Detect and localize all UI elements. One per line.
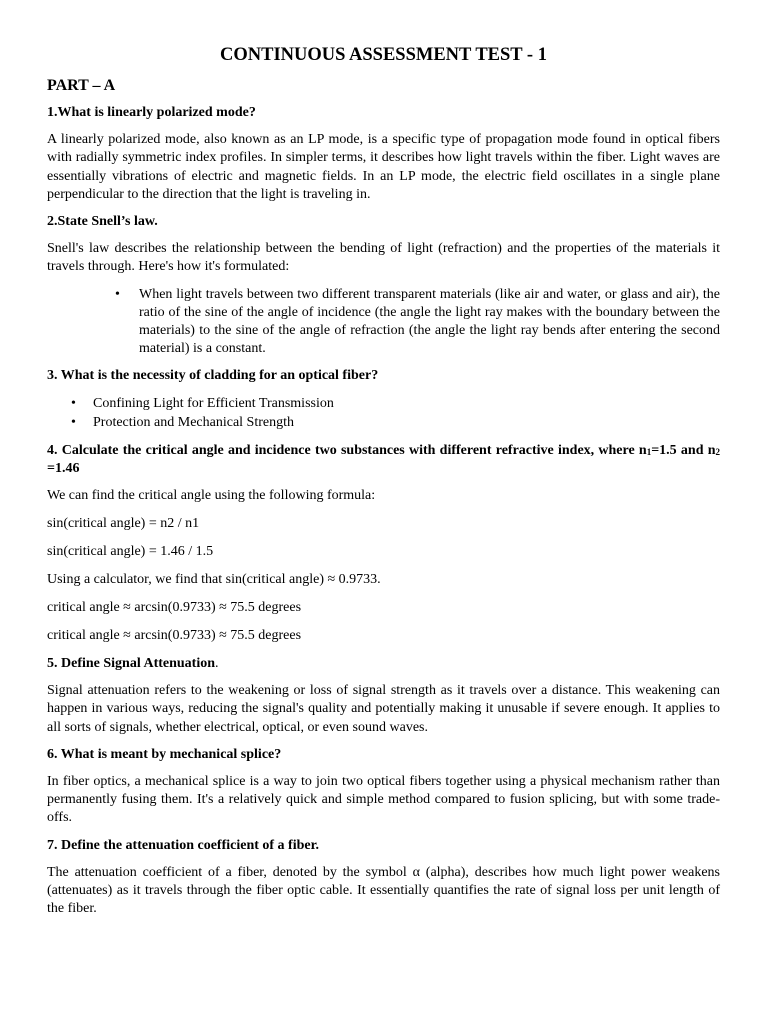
- question-1: 1.What is linearly polarized mode?: [47, 105, 256, 120]
- subscript-1: 1: [646, 446, 652, 457]
- question-4-text-c: =1.46: [47, 460, 80, 476]
- answer-3-bullet-list: [47, 395, 720, 433]
- list-item: • Confining Light for Efficient Transmission: [47, 395, 720, 413]
- question-5-period: .: [215, 655, 219, 671]
- formula-line: critical angle ≈ arcsin(0.9733) ≈ 75.5 degrees: [47, 599, 302, 615]
- list-item: • Protection and Mechanical Strength: [47, 414, 720, 432]
- formula-line: sin(critical angle) = 1.46 / 1.5: [47, 543, 214, 559]
- formula-line: critical angle ≈ arcsin(0.9733) ≈ 75.5 degrees: [47, 627, 302, 643]
- answer-7: The attenuation coefficient of a fiber, denoted by the symbol α (alpha), describes how much light power weakens (attenuates) as it travels through the fiber optic cable. It essentially quantifies the rate of signal loss per unit length of the fiber.: [47, 864, 720, 917]
- answer-2-bullet-list: [47, 286, 720, 359]
- answer-2: Snell's law describes the relationship between the bending of light (refraction) and the properties of the materials it travels through. Here's how it's formulated:: [47, 241, 720, 275]
- formula-line: sin(critical angle) = n2 / n1: [47, 515, 200, 531]
- answer-1: A linearly polarized mode, also known as an LP mode, is a specific type of propagation mode found in optical fibers with radially symmetric index profiles. In simpler terms, it describes how light travels within the fiber. Light waves are essentially vibrations of electric and magnetic fields. In an LP mode, the electric field oscillates in a single plane perpendicular to the direction that the light is traveling in.: [47, 132, 720, 202]
- part-heading: PART – A: [47, 77, 116, 94]
- question-6: 6. What is meant by mechanical splice?: [47, 746, 282, 762]
- question-2: 2.State Snell’s law.: [47, 214, 158, 230]
- list-item: • When light travels between two different transparent materials (like air and water, or glass and air), the ratio of the sine of the angle of incidence (the angle the light ray makes with the boundary between the materials) to the sine of the angle of refraction (the angle the light ray bends after entering the second material) is a constant.: [47, 286, 720, 359]
- answer-5: Signal attenuation refers to the weakening or loss of signal strength as it travels over a distance. This weakening can happen in various ways, reducing the signal's quality and potentially making it unusable if severe enough. It applies to all sorts of signals, whether electrical, optical, or even sound waves.: [47, 683, 720, 735]
- formula-line: Using a calculator, we find that sin(critical angle) ≈ 0.9733.: [47, 571, 381, 587]
- answer-4-intro: We can find the critical angle using the following formula:: [47, 487, 376, 503]
- answer-6: In fiber optics, a mechanical splice is a way to join two optical fibers together using a physical mechanism rather than permanently fusing them. It's a relatively quick and simple method compared to fusion splicing, but with some trade-offs.: [47, 773, 720, 826]
- question-4-text-a: 4. Calculate the critical angle and incidence two substances with different refractive index, where n: [47, 442, 647, 458]
- page-title: CONTINUOUS ASSESSMENT TEST - 1: [220, 45, 547, 65]
- question-4-text-b: =1.5 and n: [651, 442, 716, 458]
- question-4: [47, 442, 720, 478]
- question-3: 3. What is the necessity of cladding for an optical fiber?: [47, 368, 379, 384]
- question-5-text: 5. Define Signal Attenuation: [47, 655, 216, 671]
- subscript-2: 2: [715, 446, 720, 457]
- question-7: 7. Define the attenuation coefficient of a fiber.: [47, 837, 320, 853]
- question-5: [47, 655, 720, 673]
